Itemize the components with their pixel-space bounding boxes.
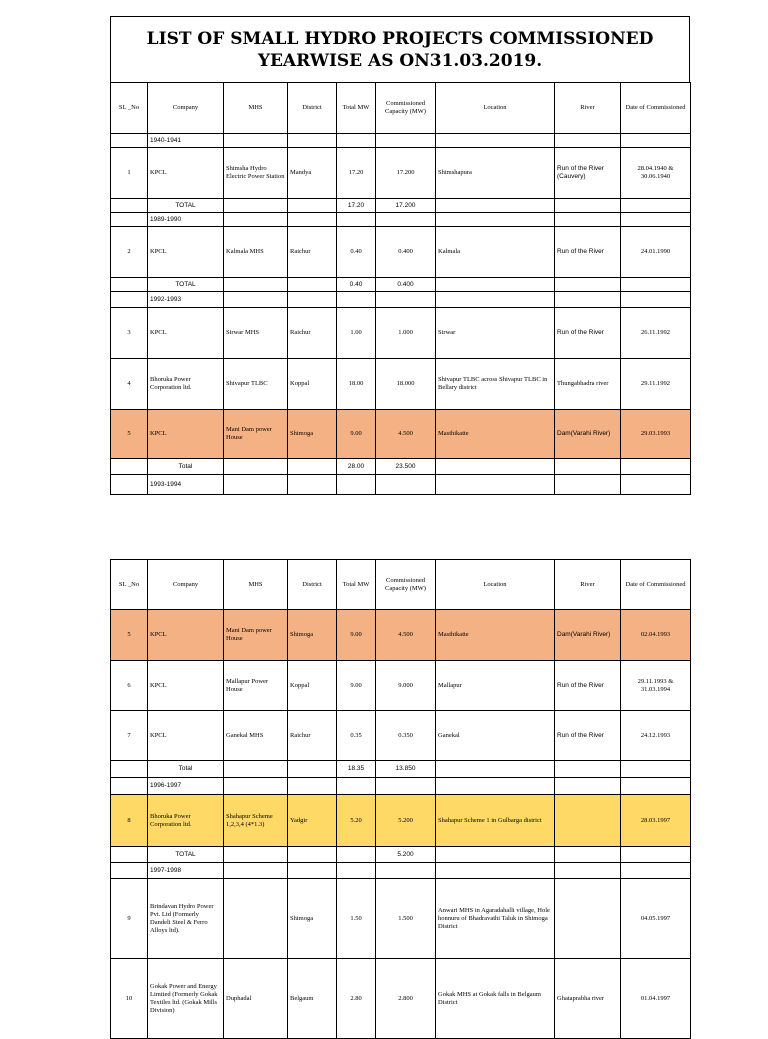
total-label: TOTAL (148, 199, 224, 213)
cell-district: Koppal (288, 359, 337, 410)
cell-date: 24.12.1993 (621, 711, 691, 761)
cell-date: 01.04.1997 (621, 959, 691, 1039)
year-row (111, 134, 691, 148)
total-label: Total (148, 459, 224, 475)
header-total-mw: Total MW (337, 560, 376, 610)
year-row (111, 863, 691, 879)
cell-company: Gokak Power and Energy Limited (Formerly Gokak Textiles ltd. (Gokak Mills Division) (148, 959, 224, 1039)
cell-total: 9.00 (337, 610, 376, 661)
year-label: 1992-1993 (148, 292, 224, 308)
header-location: Location (436, 83, 555, 134)
cell-district: Raichur (288, 227, 337, 278)
total-row (111, 199, 691, 213)
cell-company: Bhoruka Power Corporation ltd. (148, 359, 224, 410)
total-mw: 0.40 (337, 278, 376, 292)
table-row (111, 148, 691, 199)
cell-mhs: Sirwar MHS (224, 308, 288, 359)
cell-date: 04.05.1997 (621, 879, 691, 959)
cell-mhs: Duphadal (224, 959, 288, 1039)
cell-capacity: 1.500 (376, 879, 436, 959)
cell-sl: 5 (111, 610, 148, 661)
total-row (111, 847, 691, 863)
table-row (111, 959, 691, 1039)
header-company: Company (148, 560, 224, 610)
header-location: Location (436, 560, 555, 610)
cell-date: 26.11.1992 (621, 308, 691, 359)
cell-river: Run of the River (555, 661, 621, 711)
table-row (111, 879, 691, 959)
header-district: District (288, 560, 337, 610)
cell-company: KPCL (148, 308, 224, 359)
cell-total: 0.35 (337, 711, 376, 761)
cell-company: KPCL (148, 661, 224, 711)
title-line-2: YEARWISE AS ON31.03.2019. (257, 50, 543, 71)
table-row-highlighted (111, 795, 691, 847)
title-box (110, 16, 690, 82)
cell-sl: 6 (111, 661, 148, 711)
cell-total: 9.00 (337, 661, 376, 711)
cell-total: 0.40 (337, 227, 376, 278)
cell-river: Ghataprabha river (555, 959, 621, 1039)
cell-company: KPCL (148, 227, 224, 278)
projects-table-2 (110, 559, 691, 1039)
title-line-1: LIST OF SMALL HYDRO PROJECTS COMMISSIONED (146, 28, 654, 49)
cell-river: Run of the River (Cauvery) (555, 148, 621, 199)
cell-date: 24.01.1990 (621, 227, 691, 278)
cell-company: KPCL (148, 610, 224, 661)
header-total-mw: Total MW (337, 83, 376, 134)
total-label: TOTAL (148, 278, 224, 292)
cell-district: Yadgir (288, 795, 337, 847)
cell-capacity: 18.000 (376, 359, 436, 410)
year-row (111, 475, 691, 495)
table-row (111, 359, 691, 410)
total-row (111, 459, 691, 475)
header-date: Date of Commissioned (621, 560, 691, 610)
cell-location: Gokak MHS at Gokak falls in Belgaum District (436, 959, 555, 1039)
cell-sl: 4 (111, 359, 148, 410)
cell-location: Shahapur Scheme 1 in Gulbarga district (436, 795, 555, 847)
header-capacity: Commissioned Capacity (MW) (376, 560, 436, 610)
cell-sl: 7 (111, 711, 148, 761)
table-row-highlighted (111, 410, 691, 459)
year-label: 1996-1997 (148, 778, 224, 795)
cell-location: Masthikatte (436, 610, 555, 661)
cell-mhs (224, 879, 288, 959)
cell-total: 5.20 (337, 795, 376, 847)
cell-mhs: Shahapur Scheme 1,2,3,4 (4*1.3) (224, 795, 288, 847)
total-capacity: 0.400 (376, 278, 436, 292)
cell-district: Mandya (288, 148, 337, 199)
page-title (147, 28, 654, 72)
cell-district: Belgaum (288, 959, 337, 1039)
total-mw: 18.35 (337, 761, 376, 778)
cell-sl: 8 (111, 795, 148, 847)
cell-total: 2.80 (337, 959, 376, 1039)
cell-capacity: 17.200 (376, 148, 436, 199)
cell-sl: 3 (111, 308, 148, 359)
cell-capacity: 4.500 (376, 410, 436, 459)
total-row (111, 761, 691, 778)
cell-mhs: Shivapur TLBC (224, 359, 288, 410)
cell-location: Masthikatte (436, 410, 555, 459)
table-row-highlighted (111, 610, 691, 661)
cell-location: Anwari MHS in Agaradahalli village, Hole honnuru of Bhadravathi Taluk in Shimoga District (436, 879, 555, 959)
cell-mhs: Kalmala MHS (224, 227, 288, 278)
cell-location: Sirwar (436, 308, 555, 359)
table-row (111, 308, 691, 359)
cell-sl: 1 (111, 148, 148, 199)
cell-date: 29.11.1992 (621, 359, 691, 410)
total-capacity: 5.200 (376, 847, 436, 863)
cell-river: Thungabhadra river (555, 359, 621, 410)
cell-mhs: Mallapur Power House (224, 661, 288, 711)
header-row (111, 83, 691, 134)
cell-date: 02.04.1993 (621, 610, 691, 661)
cell-location: Kalmala (436, 227, 555, 278)
year-label: 1989-1990 (148, 213, 224, 227)
cell-river: Dam(Varahi River) (555, 410, 621, 459)
cell-total: 1.00 (337, 308, 376, 359)
total-capacity: 23.500 (376, 459, 436, 475)
cell-total: 17.20 (337, 148, 376, 199)
cell-location: Mallapur (436, 661, 555, 711)
cell-location: Ganekal (436, 711, 555, 761)
cell-capacity: 0.350 (376, 711, 436, 761)
cell-capacity: 9.000 (376, 661, 436, 711)
cell-mhs: Mani Dam power House (224, 610, 288, 661)
cell-district: Raichur (288, 711, 337, 761)
total-mw (337, 847, 376, 863)
cell-total: 18.00 (337, 359, 376, 410)
cell-river: Dam(Varahi River) (555, 610, 621, 661)
year-row (111, 213, 691, 227)
cell-sl: 10 (111, 959, 148, 1039)
cell-mhs: Shimsha Hydro Electric Power Station (224, 148, 288, 199)
table-row (111, 227, 691, 278)
cell-capacity: 2.800 (376, 959, 436, 1039)
cell-capacity: 1.000 (376, 308, 436, 359)
total-capacity: 17.200 (376, 199, 436, 213)
cell-district: Shimoga (288, 879, 337, 959)
cell-river (555, 879, 621, 959)
header-company: Company (148, 83, 224, 134)
cell-company: KPCL (148, 711, 224, 761)
cell-sl: 2 (111, 227, 148, 278)
cell-sl: 9 (111, 879, 148, 959)
header-district: District (288, 83, 337, 134)
total-mw: 28.00 (337, 459, 376, 475)
table-row (111, 711, 691, 761)
header-river: River (555, 83, 621, 134)
cell-river (555, 795, 621, 847)
cell-district: Shimoga (288, 610, 337, 661)
cell-river: Run of the River (555, 227, 621, 278)
cell-mhs: Ganekal MHS (224, 711, 288, 761)
year-label: 1993-1994 (148, 475, 224, 495)
header-capacity: Commissioned Capacity (MW) (376, 83, 436, 134)
cell-date: 29.03.1993 (621, 410, 691, 459)
header-mhs: MHS (224, 560, 288, 610)
cell-district: Raichur (288, 308, 337, 359)
cell-capacity: 4.500 (376, 610, 436, 661)
cell-district: Shimoga (288, 410, 337, 459)
cell-date: 29.11.1993 & 31.03.1994 (621, 661, 691, 711)
cell-capacity: 5.200 (376, 795, 436, 847)
total-mw: 17.20 (337, 199, 376, 213)
year-label: 1997-1998 (148, 863, 224, 879)
year-label: 1940-1941 (148, 134, 224, 148)
total-row (111, 278, 691, 292)
table-row (111, 661, 691, 711)
projects-table-1 (110, 82, 691, 495)
cell-company: Brindavan Hydro Power Pvt. Ltd (Formerly Dandeli Steel & Ferro Alloys ltd). (148, 879, 224, 959)
cell-location: Shimshapura (436, 148, 555, 199)
cell-capacity: 0.400 (376, 227, 436, 278)
year-row (111, 778, 691, 795)
total-label: TOTAL (148, 847, 224, 863)
cell-total: 1.50 (337, 879, 376, 959)
year-row (111, 292, 691, 308)
header-sl: SL _No (111, 560, 148, 610)
cell-company: KPCL (148, 410, 224, 459)
cell-location: Shivapur TLBC across Shivapur TLBC in Bellary district (436, 359, 555, 410)
cell-river: Run of the River (555, 711, 621, 761)
header-row (111, 560, 691, 610)
cell-date: 28.03.1997 (621, 795, 691, 847)
total-capacity: 13.850 (376, 761, 436, 778)
cell-river: Run of the River (555, 308, 621, 359)
header-sl: SL _No (111, 83, 148, 134)
cell-total: 9.00 (337, 410, 376, 459)
cell-mhs: Mani Dam power House (224, 410, 288, 459)
total-label: Total (148, 761, 224, 778)
cell-company: Bhoruka Power Corporation ltd. (148, 795, 224, 847)
header-date: Date of Commissioned (621, 83, 691, 134)
header-river: River (555, 560, 621, 610)
cell-company: KPCL (148, 148, 224, 199)
cell-sl: 5 (111, 410, 148, 459)
header-mhs: MHS (224, 83, 288, 134)
cell-date: 28.04.1940 & 30.06.1940 (621, 148, 691, 199)
cell-district: Koppal (288, 661, 337, 711)
